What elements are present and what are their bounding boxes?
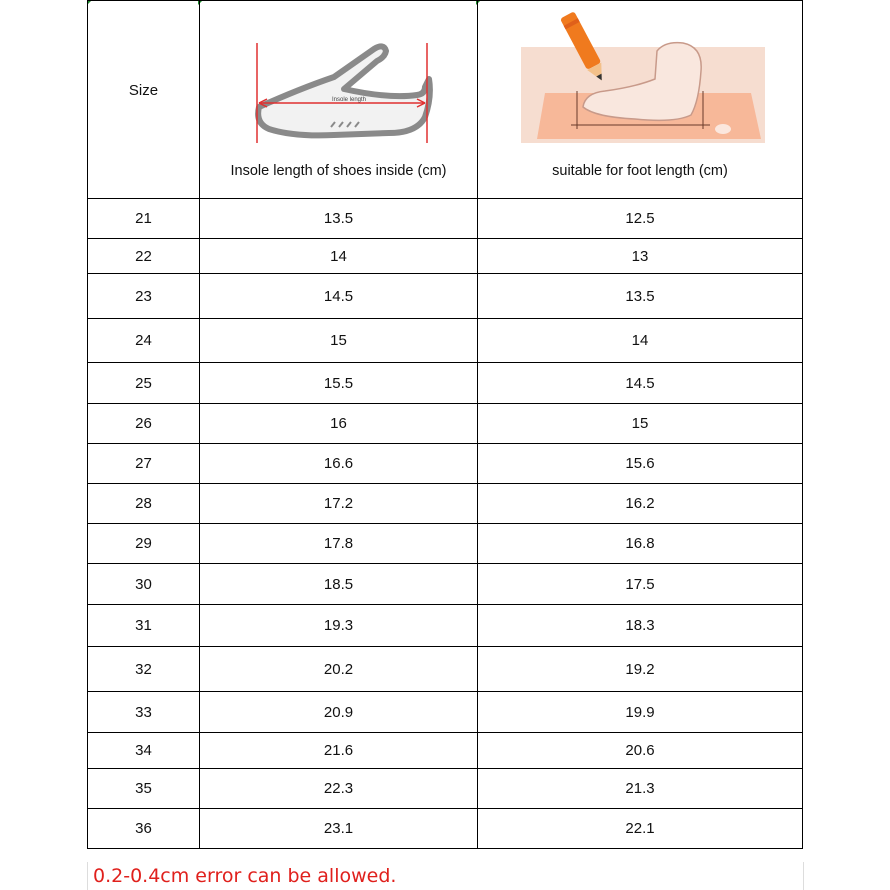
size-cell: 36 xyxy=(88,809,200,849)
size-cell: 30 xyxy=(88,564,200,605)
table-row xyxy=(88,319,803,363)
tolerance-note xyxy=(87,862,804,890)
foot-header xyxy=(478,1,803,199)
foot-length-cell: 19.2 xyxy=(478,647,803,692)
foot-length-cell: 21.3 xyxy=(478,769,803,809)
foot-length-cell: 12.5 xyxy=(478,199,803,239)
size-cell: 23 xyxy=(88,274,200,319)
foot-measure-illustration xyxy=(515,11,765,146)
table-row xyxy=(88,239,803,274)
foot-length-cell: 15.6 xyxy=(478,444,803,484)
foot-length-cell: 22.1 xyxy=(478,809,803,849)
size-cell: 29 xyxy=(88,524,200,564)
foot-length-cell: 16.2 xyxy=(478,484,803,524)
insole-length-cell: 17.8 xyxy=(200,524,478,564)
size-cell: 26 xyxy=(88,404,200,444)
foot-length-cell: 15 xyxy=(478,404,803,444)
insole-header xyxy=(200,1,478,199)
insole-length-cell: 15 xyxy=(200,319,478,363)
foot-length-cell: 18.3 xyxy=(478,605,803,647)
table-row xyxy=(88,733,803,769)
table-row xyxy=(88,363,803,404)
foot-length-cell: 17.5 xyxy=(478,564,803,605)
insole-length-cell: 16 xyxy=(200,404,478,444)
table-row xyxy=(88,199,803,239)
insole-length-cell: 17.2 xyxy=(200,484,478,524)
size-cell: 25 xyxy=(88,363,200,404)
foot-length-cell: 14 xyxy=(478,319,803,363)
size-cell: 28 xyxy=(88,484,200,524)
header-row xyxy=(88,1,803,199)
size-header-label: Size xyxy=(128,82,159,99)
size-cell: 24 xyxy=(88,319,200,363)
size-table xyxy=(87,0,803,849)
table-row xyxy=(88,484,803,524)
insole-length-cell: 19.3 xyxy=(200,605,478,647)
table-row xyxy=(88,404,803,444)
size-cell: 31 xyxy=(88,605,200,647)
foot-length-cell: 16.8 xyxy=(478,524,803,564)
foot-length-cell: 19.9 xyxy=(478,692,803,733)
size-cell: 34 xyxy=(88,733,200,769)
foot-length-cell: 14.5 xyxy=(478,363,803,404)
foot-length-cell: 13 xyxy=(478,239,803,274)
table-row xyxy=(88,274,803,319)
table-row xyxy=(88,769,803,809)
insole-length-cell: 15.5 xyxy=(200,363,478,404)
size-cell: 32 xyxy=(88,647,200,692)
size-header xyxy=(88,1,200,199)
table-row xyxy=(88,444,803,484)
shoe-insole-illustration xyxy=(239,37,439,147)
insole-length-cell: 14 xyxy=(200,239,478,274)
size-chart xyxy=(87,0,802,849)
size-cell: 35 xyxy=(88,769,200,809)
tolerance-note-text: 0.2-0.4cm error can be allowed. xyxy=(93,865,397,887)
table-row xyxy=(88,605,803,647)
insole-length-cell: 16.6 xyxy=(200,444,478,484)
insole-length-cell: 21.6 xyxy=(200,733,478,769)
table-row xyxy=(88,524,803,564)
insole-length-cell: 14.5 xyxy=(200,274,478,319)
table-row xyxy=(88,692,803,733)
table-row xyxy=(88,647,803,692)
size-cell: 27 xyxy=(88,444,200,484)
insole-length-cell: 13.5 xyxy=(200,199,478,239)
insole-length-cell: 22.3 xyxy=(200,769,478,809)
insole-diagram-text: Insole length xyxy=(331,97,366,103)
insole-caption: Insole length of shoes inside (cm) xyxy=(230,163,447,179)
foot-length-cell: 13.5 xyxy=(478,274,803,319)
size-cell: 33 xyxy=(88,692,200,733)
table-row xyxy=(88,564,803,605)
foot-length-cell: 20.6 xyxy=(478,733,803,769)
size-cell: 21 xyxy=(88,199,200,239)
insole-length-cell: 23.1 xyxy=(200,809,478,849)
size-cell: 22 xyxy=(88,239,200,274)
insole-length-cell: 18.5 xyxy=(200,564,478,605)
table-row xyxy=(88,809,803,849)
insole-length-cell: 20.9 xyxy=(200,692,478,733)
insole-length-cell: 20.2 xyxy=(200,647,478,692)
foot-caption: suitable for foot length (cm) xyxy=(552,163,728,179)
